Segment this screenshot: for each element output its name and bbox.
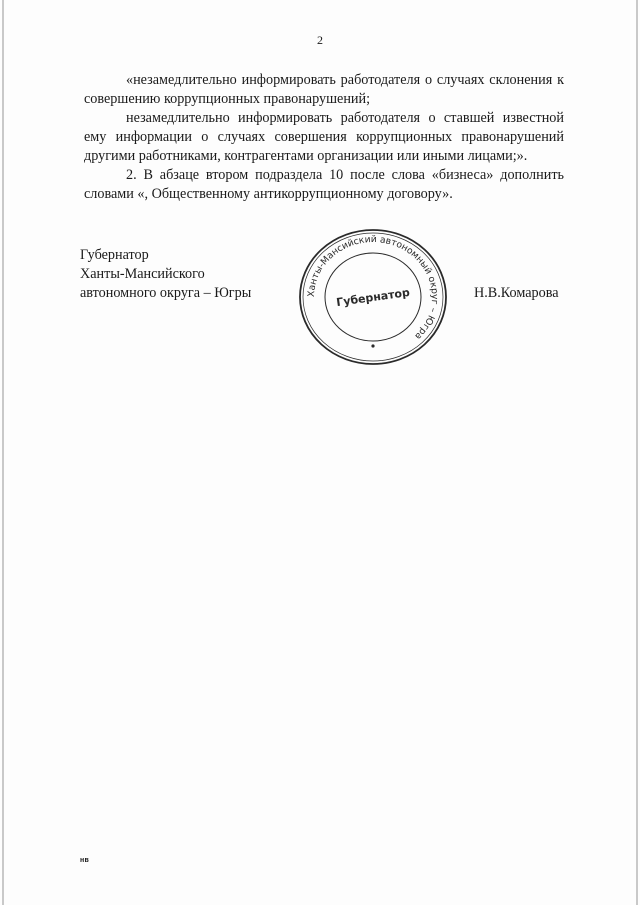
paragraph-1: «незамедлительно информировать работодателя о случаях склонения к совершению коррупционных правонарушений;	[84, 72, 564, 107]
signatory-title-line-3: автономного округа – Югры	[80, 285, 252, 301]
paragraph-3: 2. В абзаце втором подраздела 10 после слова «бизнеса» дополнить словами «, Общественному антикоррупционному договору».	[84, 167, 564, 202]
footer-code: нв	[80, 857, 90, 864]
signatory-title	[80, 246, 251, 303]
seal-dot	[371, 344, 374, 347]
signatory-title-line-1: Губернатор	[80, 247, 149, 263]
official-seal	[296, 225, 450, 365]
page-edge-left	[2, 0, 4, 905]
seal-ring-textpath: Ханты-Мансийский автономный округ – Югра	[305, 233, 441, 342]
paragraph-2: незамедлительно информировать работодателя о ставшей известной ему информации о случаях совершения коррупционных правонарушений другими работниками, контрагентами организации или иными лицами;».	[84, 110, 564, 164]
signatory-name: Н.В.Комарова	[474, 285, 559, 301]
page-edge-right	[636, 0, 638, 905]
document-body	[84, 71, 564, 204]
signatory-title-line-2: Ханты-Мансийского	[80, 266, 205, 282]
seal-center-text: Губернатор	[335, 285, 411, 310]
page-number: 2	[317, 33, 323, 47]
